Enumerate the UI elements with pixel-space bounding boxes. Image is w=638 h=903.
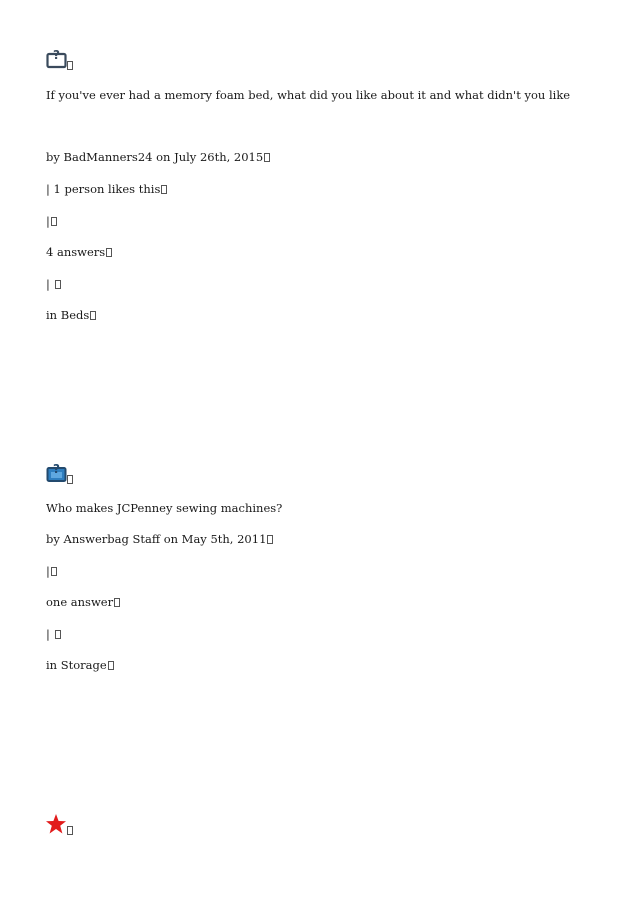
svg-text:?: ? [53,48,60,62]
answers-text[interactable]: 4 answers [46,245,106,259]
separator [46,627,61,641]
missing-glyph-icon [67,61,73,70]
question-title[interactable]: If you've ever had a memory foam bed, what did you like about it and what didn't you like [46,88,571,102]
answers-text[interactable]: one answer [46,595,114,609]
likes-count [46,182,167,196]
question-bubble-icon [46,48,68,70]
likes-text: | 1 person likes this [46,182,161,196]
separator-text: | [46,214,50,228]
missing-glyph-icon [108,661,114,670]
missing-glyph-icon [51,567,57,576]
missing-glyph-icon [67,475,73,484]
svg-text:?: ? [53,462,60,476]
category-link[interactable] [46,658,114,672]
red-star-icon [45,813,67,835]
byline-text: by BadManners24 on July 26th, 2015 [46,150,264,164]
category-link[interactable] [46,308,96,322]
missing-glyph-icon [51,217,57,226]
missing-glyph-icon [55,630,61,639]
missing-glyph-icon [114,598,120,607]
question-title[interactable]: Who makes JCPenney sewing machines? [46,501,283,515]
question-bubble-blue-icon [46,462,68,484]
missing-glyph-icon [106,248,112,257]
question-byline [46,532,273,546]
separator-text: | [46,627,54,641]
missing-glyph-icon [55,280,61,289]
missing-glyph-icon [67,826,73,835]
separator [46,214,57,228]
question-byline [46,150,270,164]
separator [46,277,61,291]
missing-glyph-icon [90,311,96,320]
separator [46,564,57,578]
category-text[interactable]: in Beds [46,308,90,322]
answers-link[interactable] [46,245,112,259]
answers-link[interactable] [46,595,120,609]
missing-glyph-icon [161,185,167,194]
category-text[interactable]: in Storage [46,658,107,672]
separator-text: | [46,277,54,291]
byline-text: by Answerbag Staff on May 5th, 2011 [46,532,267,546]
missing-glyph-icon [267,535,273,544]
separator-text: | [46,564,50,578]
missing-glyph-icon [264,153,270,162]
